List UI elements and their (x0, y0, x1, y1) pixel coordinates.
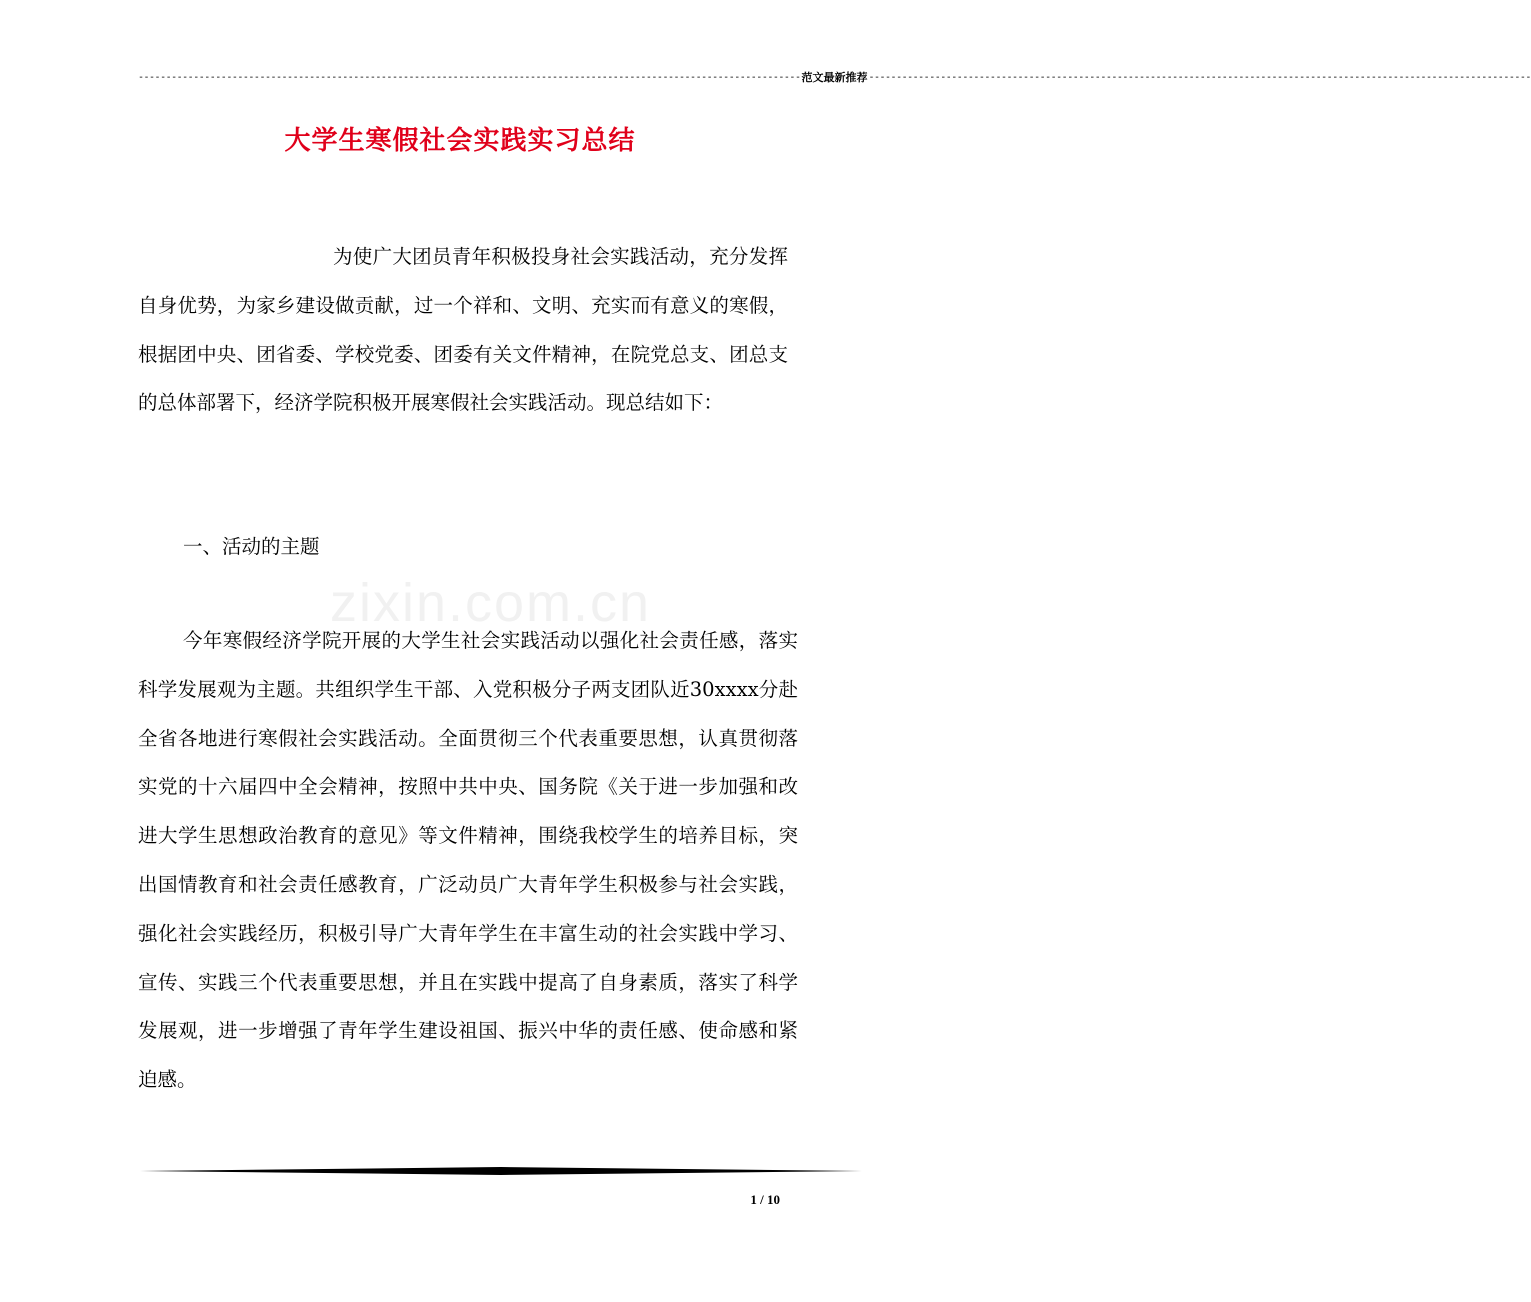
paragraph-theme: 今年寒假经济学院开展的大学生社会实践活动以强化社会责任感，落实科学发展观为主题。共组织学生干部、入党积极分子两支团队近30xxxx分赴全省各地进行寒假社会实践活动。全面贯彻三个代表重要思想，认真贯彻落实党的十六届四中全会精神，按照中共中央、国务院《关于进一步加强和改进大学生思想政治教育的意见》等文件精神，围绕我校学生的培养目标，突出国情教育和社会责任感教育，广泛动员广大青年学生积极参与社会实践，强化社会实践经历，积极引导广大青年学生在丰富生动的社会实践中学习、宣传、实践三个代表重要思想，并且在实践中提高了自身素质，落实了科学发展观，进一步增强了青年学生建设祖国、振兴中华的责任感、使命感和紧迫感。 (138, 629, 798, 1092)
document-title: 大学生寒假社会实践实习总结 (284, 126, 636, 156)
header-bar (138, 68, 1531, 86)
header-dash-left: ------------------------------------------------------------------------------------------------------------------------ (138, 71, 801, 83)
header-dash-right: ------------------------------------------------------------------------------------------------------------------------ (868, 71, 1531, 83)
page-number: 1 / 10 (750, 1192, 780, 1207)
paragraph-intro: 为使广大团员青年积极投身社会实践活动，充分发挥自身优势，为家乡建设做贡献，过一个祥和、文明、充实而有意义的寒假，根据团中央、团省委、学校党委、团委有关文件精神，在院党总支、团总支的总体部署下，经济学院积极开展寒假社会实践活动。现总结如下： (138, 245, 788, 415)
footer-divider (140, 1166, 862, 1176)
header-label: 范文最新推荐 (801, 71, 868, 84)
section-heading-theme: 一、活动的主题 (183, 535, 320, 558)
watermark: zixin.com.cn (330, 573, 652, 633)
